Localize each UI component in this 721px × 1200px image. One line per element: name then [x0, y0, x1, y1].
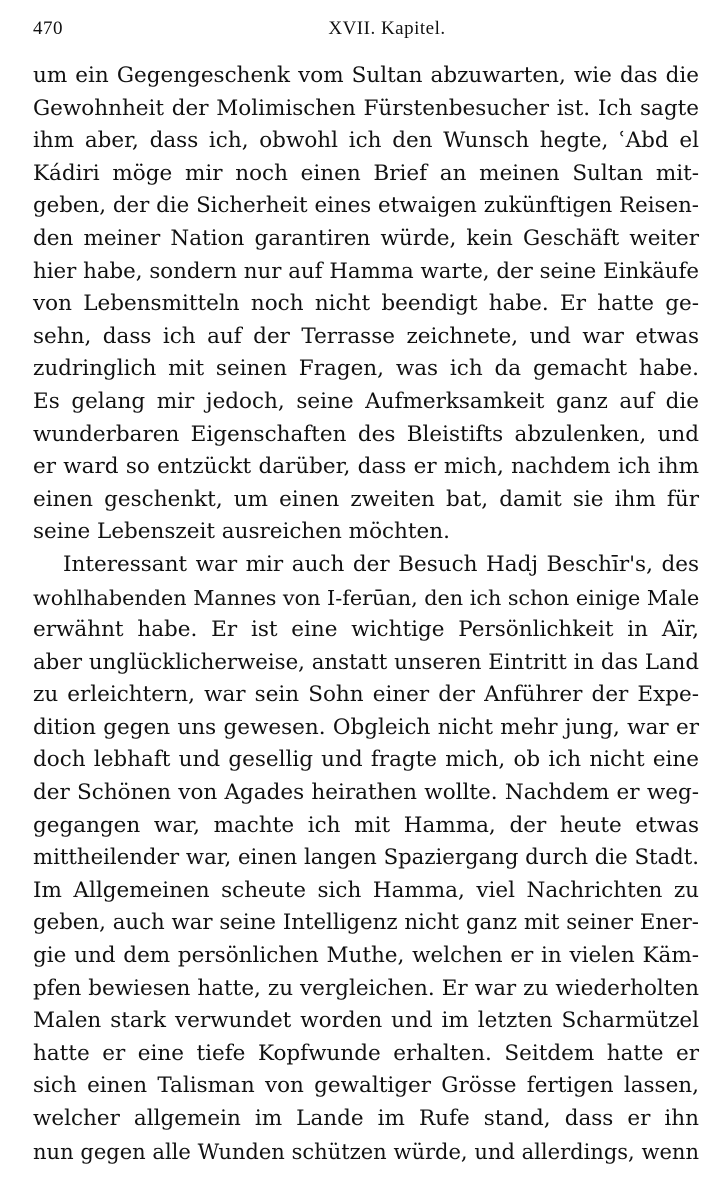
text-line: wohlhabenden Mannes von I-ferūan, den ich schon einige Male: [33, 585, 700, 610]
running-head: [33, 18, 701, 46]
text-line: nun gegen alle Wunden schützen würde, und allerdings, wenn: [33, 1138, 699, 1164]
text-line: pfen bewiesen hatte, zu vergleichen. Er war zu wiederholten: [33, 975, 699, 1001]
text-line: Gewohnheit der Molimischen Fürstenbesucher ist. Ich sagte: [33, 95, 699, 121]
text-line: hatte er eine tiefe Kopfwunde erhalten. Seitdem hatte er: [33, 1040, 699, 1066]
text-line: doch lebhaft und gesellig und fragte mich, ob ich nicht eine: [33, 747, 699, 773]
text-line: einen geschenkt, um einen zweiten bat, damit sie ihm für: [33, 486, 699, 512]
text-line: ihm aber, dass ich, obwohl ich den Wunsch hegte, ʿAbd el: [33, 128, 699, 154]
text-line: geben, auch war seine Intelligenz nicht ganz mit seiner Ener-: [33, 910, 699, 936]
text-line: welcher allgemein im Lande im Rufe stand, dass er ihn: [33, 1106, 699, 1131]
text-line: seine Lebenszeit ausreichen möchten.: [33, 519, 450, 545]
text-line: Kádiri möge mir noch einen Brief an meinen Sultan mit-: [33, 160, 699, 186]
text-line: gie und dem persönlichen Muthe, welchen er in vielen Käm-: [33, 943, 699, 969]
text-line: Malen stark verwundet worden und im letzten Scharmützel: [33, 1008, 699, 1034]
body-text: [33, 60, 699, 1168]
text-line: geben, der die Sicherheit eines etwaigen zukünftigen Reisen-: [33, 193, 699, 219]
text-line: Es gelang mir jedoch, seine Aufmerksamkeit ganz auf die: [33, 388, 699, 414]
text-line: wunderbaren Eigenschaften des Bleistifts abzulenken, und: [33, 421, 699, 447]
text-line: sich einen Talisman von gewaltiger Grösse fertigen lassen,: [33, 1073, 699, 1099]
text-line: sehn, dass ich auf der Terrasse zeichnete, und war etwas: [33, 323, 699, 349]
paragraph: [33, 60, 699, 549]
text-line: zudringlich mit seinen Fragen, was ich da gemacht habe.: [33, 356, 699, 382]
text-line: erwähnt habe. Er ist eine wichtige Persönlichkeit in Aïr,: [33, 617, 699, 643]
text-line: den meiner Nation garantiren würde, kein Geschäft weiter: [33, 225, 699, 251]
text-line: von Lebensmitteln noch nicht beendigt habe. Er hatte ge-: [33, 291, 699, 317]
paragraph: [33, 549, 699, 1168]
text-line: gegangen war, machte ich mit Hamma, der heute etwas: [33, 812, 699, 838]
text-line: mittheilender war, einen langen Spaziergang durch die Stadt.: [33, 845, 699, 871]
text-line: Im Allgemeinen scheute sich Hamma, viel Nachrichten zu: [33, 877, 699, 903]
text-line: er ward so entzückt darüber, dass er mich, nachdem ich ihm: [33, 454, 699, 480]
text-line: Interessant war mir auch der Besuch Hadj Beschīr's, des: [63, 551, 699, 577]
text-line: hier habe, sondern nur auf Hamma warte, der seine Einkäufe: [33, 258, 699, 284]
text-line: aber unglücklicherweise, anstatt unseren Eintritt in das Land: [33, 649, 699, 675]
text-line: zu erleichtern, war sein Sohn einer der Anführer der Expe-: [33, 682, 699, 708]
page-number: 470: [33, 18, 63, 39]
text-line: dition gegen uns gewesen. Obgleich nicht mehr jung, war er: [33, 714, 699, 740]
chapter-title: XVII. Kapitel.: [328, 18, 446, 39]
text-line: um ein Gegengeschenk vom Sultan abzuwarten, wie das die: [33, 63, 699, 88]
text-line: der Schönen von Agades heirathen wollte. Nachdem er weg-: [33, 780, 699, 806]
